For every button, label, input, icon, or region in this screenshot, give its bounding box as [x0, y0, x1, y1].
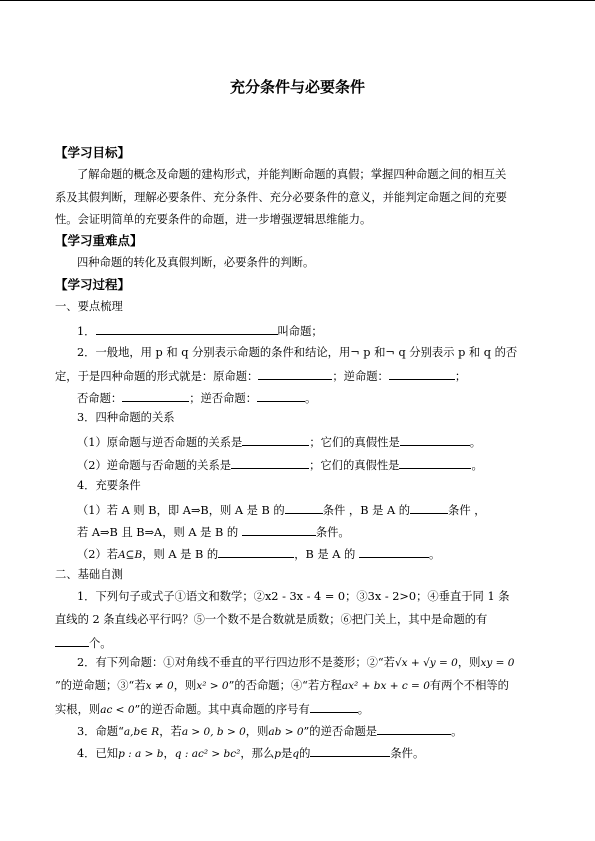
answer-blank[interactable]: [310, 745, 390, 757]
q2-math-sqrt: √x + √y = 0: [394, 657, 458, 669]
q4-1-both-label: 若 A⇒B 且 B⇒A，则 A 是 B 的: [77, 526, 242, 539]
q3-a: 3．命题“: [77, 725, 124, 738]
part1-q3-2: [77, 457, 483, 473]
q2-end: 。: [305, 392, 317, 405]
answer-blank[interactable]: [377, 723, 451, 735]
q2-math-quadratic: ax² + bx + c = 0: [341, 680, 430, 692]
q4-math-p-var: p: [274, 748, 282, 760]
q3-math-ab: a,b∈ R: [123, 726, 160, 738]
part2-q4: [77, 745, 424, 761]
q3-1-truth-label: ；它们的真假性是: [309, 436, 400, 449]
answer-blank[interactable]: [96, 323, 278, 335]
q1-suffix: 叫命题；: [277, 325, 323, 338]
part2-q2-line2: [55, 679, 509, 693]
answer-blank[interactable]: [400, 434, 470, 446]
q4-1-both-end: 条件。: [315, 526, 350, 539]
q2-contrapositive-label: ；逆否命题：: [189, 392, 257, 405]
q4-math-p: p : a > b: [118, 748, 164, 760]
answer-blank[interactable]: [399, 457, 471, 469]
part2-q3: [77, 723, 462, 739]
q3-b: ，若: [159, 725, 182, 738]
answer-blank[interactable]: [218, 546, 294, 558]
q1-count-suffix: 个。: [89, 637, 112, 650]
q3-end: 。: [451, 725, 463, 738]
q2-original-label: 定，于是四种命题的形式就是：原命题：: [55, 370, 259, 383]
answer-blank[interactable]: [122, 390, 189, 402]
part2-q1-line3: [55, 635, 112, 651]
part1-q4-title: 4．充要条件: [77, 479, 141, 492]
q2-math-xne0: x ≠ 0: [145, 680, 174, 692]
answer-blank[interactable]: [257, 390, 305, 402]
part1-q1: [77, 323, 323, 339]
q4-1-end: 条件 ，: [448, 504, 486, 517]
q4-1-mid: 条件 ，B 是 A 的: [322, 504, 411, 517]
q3-1-end: 。: [469, 436, 482, 449]
q4-math-q-var: q: [292, 748, 300, 760]
part2-title: 二、基础自测: [55, 568, 123, 581]
goals-line-3: 性。会证明简单的充要条件的命题，进一步增强逻辑思维能力。: [55, 213, 372, 226]
q2-math-xy: xy = 0: [480, 657, 515, 669]
answer-blank[interactable]: [242, 434, 309, 446]
part1-title: 一、要点梳理: [55, 300, 123, 313]
key-heading: 【学习重难点】: [55, 233, 143, 248]
q1-number: 1．: [77, 325, 96, 338]
q2-line2-c: ”的否命题；④“若方程: [228, 679, 342, 692]
part2-q1-line2: 直线的 2 条直线必平行吗？⑤一个数不是合数就是质数；⑥把门关上，其中是命题的有: [55, 613, 488, 626]
q4-b: ，: [163, 747, 175, 760]
q3-1-label: （1）原命题与逆否命题的关系是: [77, 436, 243, 449]
q2-line3-b: ”的逆否命题。其中真命题的序号有: [134, 703, 310, 716]
answer-blank[interactable]: [285, 502, 323, 514]
q2-then: ，则: [457, 656, 481, 669]
part2-q2-line1: [77, 656, 514, 670]
q3-2-truth-label: ；它们的真假性是: [309, 459, 400, 472]
answer-blank[interactable]: [410, 502, 448, 514]
answer-blank[interactable]: [359, 546, 429, 558]
q4-d: 是: [281, 747, 293, 760]
page-title: 充分条件与必要条件: [229, 78, 365, 96]
q4-c: ，那么: [240, 747, 275, 760]
q2-line3-a: 实根，则: [55, 703, 101, 716]
q2-math-ac: ac < 0: [100, 704, 135, 716]
key-text: 四种命题的转化及真假判断，必要条件的判断。: [77, 256, 315, 269]
q2-inverse-label: 否命题：: [77, 392, 123, 405]
answer-blank[interactable]: [242, 524, 316, 536]
q3-2-end: 。: [471, 459, 483, 472]
q2-line2-a: ”的逆命题；③“若: [55, 679, 146, 692]
q4-2-math: A⊆B: [118, 549, 143, 561]
q3-c: ，则: [245, 725, 269, 738]
q2-line3-end: 。: [357, 703, 370, 716]
q2-line2-d: 有两个不相等的: [429, 679, 509, 692]
q3-math-pos: a > 0, b > 0: [181, 726, 246, 738]
goals-line-2: 系及其假判断，理解必要条件、充分条件、充分必要条件的意义，并能判定命题之间的充要: [55, 191, 507, 204]
q3-math-prod: ab > 0: [268, 726, 304, 738]
q4-2-mid: ，则 A 是 B 的: [142, 548, 219, 561]
q2-math-x2: x² > 0: [196, 680, 229, 692]
q4-math-q: q : ac² > bc²: [174, 748, 241, 760]
answer-blank[interactable]: [310, 701, 358, 713]
part1-q2-line1: 2．一般地，用 p 和 q 分别表示命题的条件和结论，用¬ p 和¬ q 分别表示 p 和 q 的否: [77, 346, 518, 359]
answer-blank[interactable]: [55, 635, 89, 647]
answer-blank[interactable]: [231, 457, 309, 469]
part1-q4-1-line2: [77, 524, 350, 540]
part1-q2-line3: [77, 390, 316, 406]
q3-2-label: （2）逆命题与否命题的关系是: [77, 459, 232, 472]
page-top-rule: [0, 0, 595, 1]
part1-q2-line2: [55, 368, 466, 384]
goals-heading: 【学习目标】: [55, 145, 131, 160]
part2-q1-line1: 1．下列句子或式子①语文和数学；②x2 - 3x - 4 = 0；③3x - 2>0；④垂直于同 1 条: [77, 590, 510, 603]
process-heading: 【学习过程】: [55, 277, 131, 292]
q3-d: ”的逆否命题是: [303, 725, 378, 738]
part1-q4-2: [77, 546, 440, 562]
part2-q2-line3: [55, 701, 369, 717]
q4-end: 条件。: [390, 747, 425, 760]
q4-2-mid2: ，B 是 A 的: [294, 548, 359, 561]
q2-sep: ；: [454, 370, 467, 383]
part1-q3-1: [77, 434, 481, 450]
q4-2-end: 。: [428, 548, 441, 561]
answer-blank[interactable]: [389, 368, 455, 380]
q4-1-label: （1）若 A 则 B，即 A⇒B，则 A 是 B 的: [77, 504, 285, 517]
q2-line1-text: 2．有下列命题：①对角线不垂直的平行四边形不是菱形；②“若: [77, 656, 395, 669]
q2-converse-label: ；逆命题：: [332, 370, 389, 383]
answer-blank[interactable]: [258, 368, 332, 380]
goals-line-1: 了解命题的概念及命题的建构形式，并能判断命题的真假；掌握四种命题之间的相互关: [77, 168, 507, 181]
part1-q4-1-line1: [77, 502, 486, 518]
q4-e: 的: [299, 747, 311, 760]
q2-line2-b: ，则: [173, 679, 197, 692]
q4-a: 4．已知: [77, 747, 119, 760]
part1-q3-title: 3．四种命题的关系: [77, 411, 175, 424]
q4-2-label: （2）若: [77, 548, 119, 561]
